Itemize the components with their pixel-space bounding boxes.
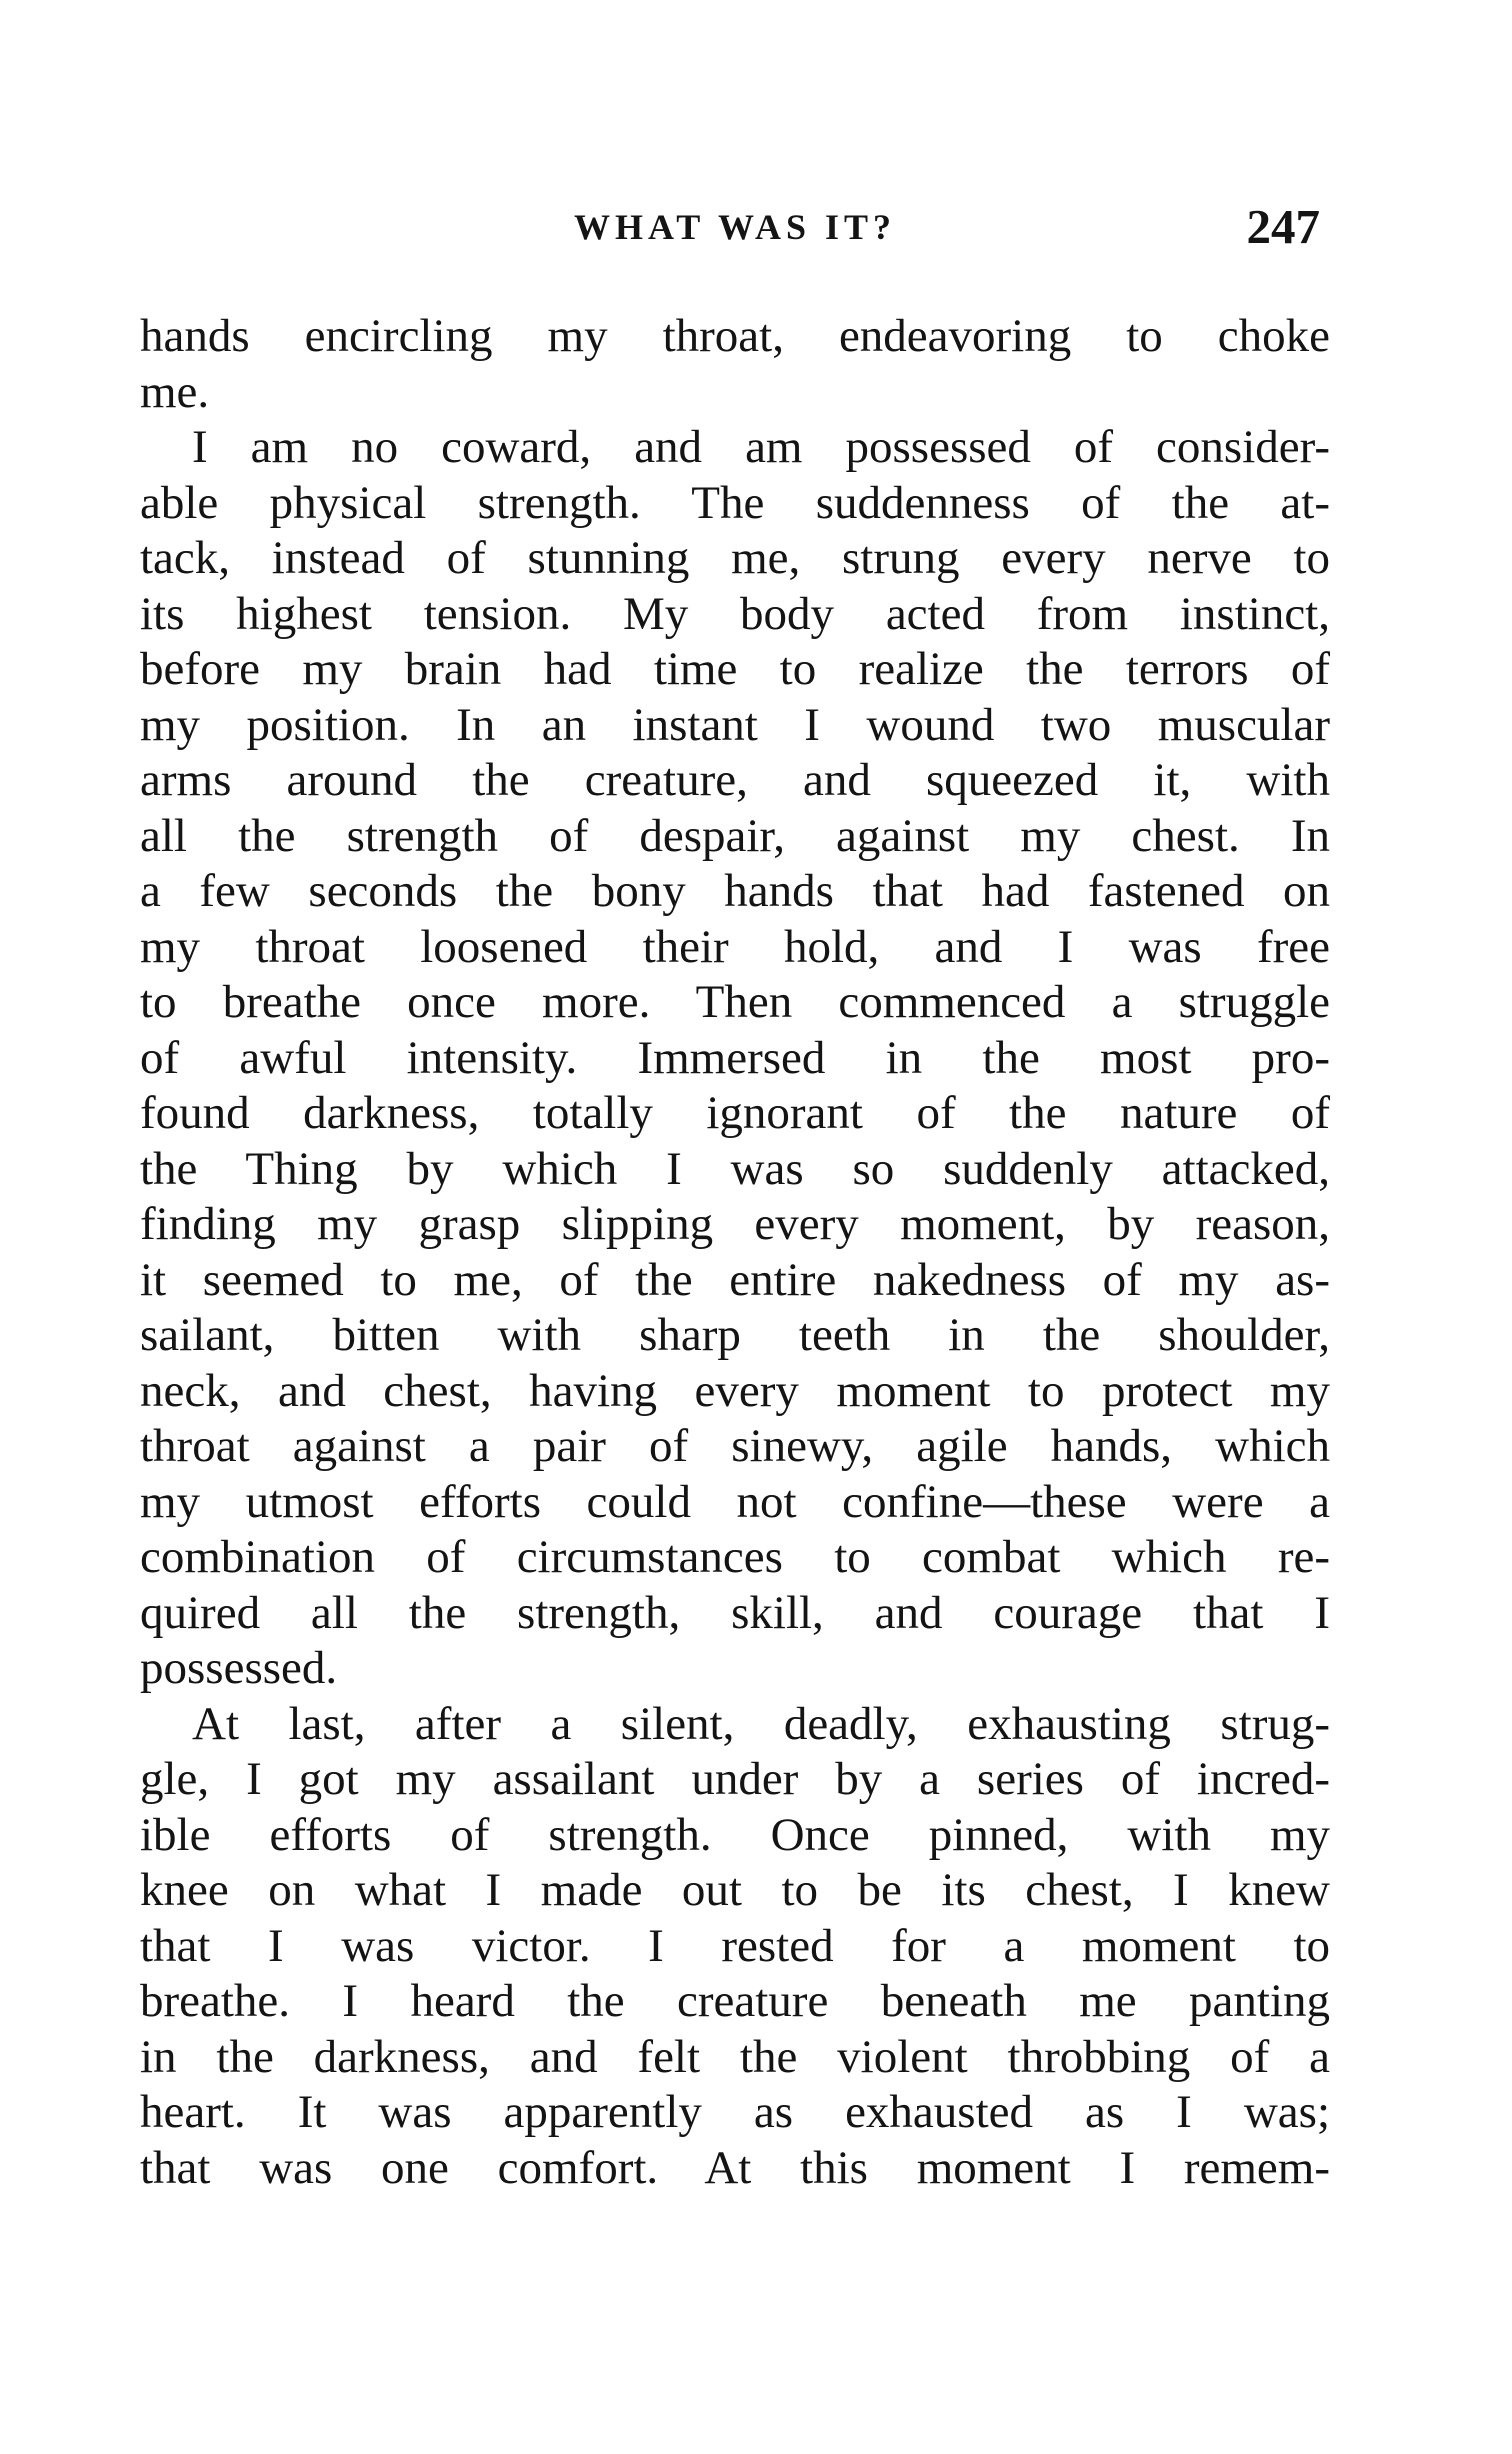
text-line: neck, and chest, having every moment to protect my <box>140 1364 1330 1417</box>
text-line: quired all the strength, skill, and courage that I <box>140 1586 1330 1639</box>
text-line: tack, instead of stunning me, strung every nerve to <box>140 532 1330 584</box>
text-line: sailant, bitten with sharp teeth in the shoulder, <box>140 1309 1330 1361</box>
text-line: At last, after a silent, deadly, exhausting strug- <box>192 1697 1330 1750</box>
text-line: the Thing by which I was so suddenly attacked, <box>140 1142 1330 1195</box>
text-line: able physical strength. The suddenness of the at- <box>140 476 1330 529</box>
text-line: heart. It was apparently as exhausted as I was; <box>140 2086 1330 2138</box>
body-text <box>140 309 1330 2196</box>
text-line: possessed. <box>140 1642 338 1694</box>
text-line: its highest tension. My body acted from instinct, <box>140 587 1330 640</box>
text-line: in the darkness, and felt the violent throbbing of a <box>140 2030 1330 2083</box>
text-line: found darkness, totally ignorant of the nature of <box>140 1087 1330 1139</box>
running-head <box>140 200 1330 260</box>
text-line: my position. In an instant I wound two muscular <box>140 698 1330 751</box>
text-line: knee on what I made out to be its chest, I knew <box>140 1864 1330 1916</box>
text-line: I am no coward, and am possessed of consider- <box>192 421 1330 473</box>
text-line: gle, I got my assailant under by a series of incred- <box>140 1753 1330 1805</box>
text-line: it seemed to me, of the entire nakedness of my as- <box>140 1253 1330 1306</box>
text-line: arms around the creature, and squeezed it, with <box>140 754 1330 806</box>
text-line: that was one comfort. At this moment I remem- <box>140 2141 1330 2194</box>
text-line: throat against a pair of sinewy, agile hands, which <box>140 1420 1330 1472</box>
text-line: my utmost efforts could not confine—these were a <box>140 1475 1330 1528</box>
running-title: WHAT WAS IT? <box>573 207 897 247</box>
text-line: me. <box>140 365 210 418</box>
page-number: 247 <box>1246 199 1320 254</box>
text-line: that I was victor. I rested for a moment to <box>140 1919 1330 1972</box>
text-line: before my brain had time to realize the terrors of <box>140 643 1330 695</box>
text-line: breathe. I heard the creature beneath me panting <box>140 1975 1330 2027</box>
text-line: my throat loosened their hold, and I was free <box>140 920 1330 973</box>
text-line: of awful intensity. Immersed in the most pro- <box>140 1031 1330 1084</box>
text-line: ible efforts of strength. Once pinned, with my <box>140 1808 1330 1861</box>
text-line: to breathe once more. Then commenced a struggle <box>140 976 1330 1028</box>
text-line: combination of circumstances to combat which re- <box>140 1531 1330 1583</box>
text-line: finding my grasp slipping every moment, by reason, <box>140 1198 1330 1250</box>
text-line: a few seconds the bony hands that had fastened on <box>140 865 1330 917</box>
text-line: hands encircling my throat, endeavoring to choke <box>140 310 1330 362</box>
text-line: all the strength of despair, against my chest. In <box>140 809 1330 862</box>
